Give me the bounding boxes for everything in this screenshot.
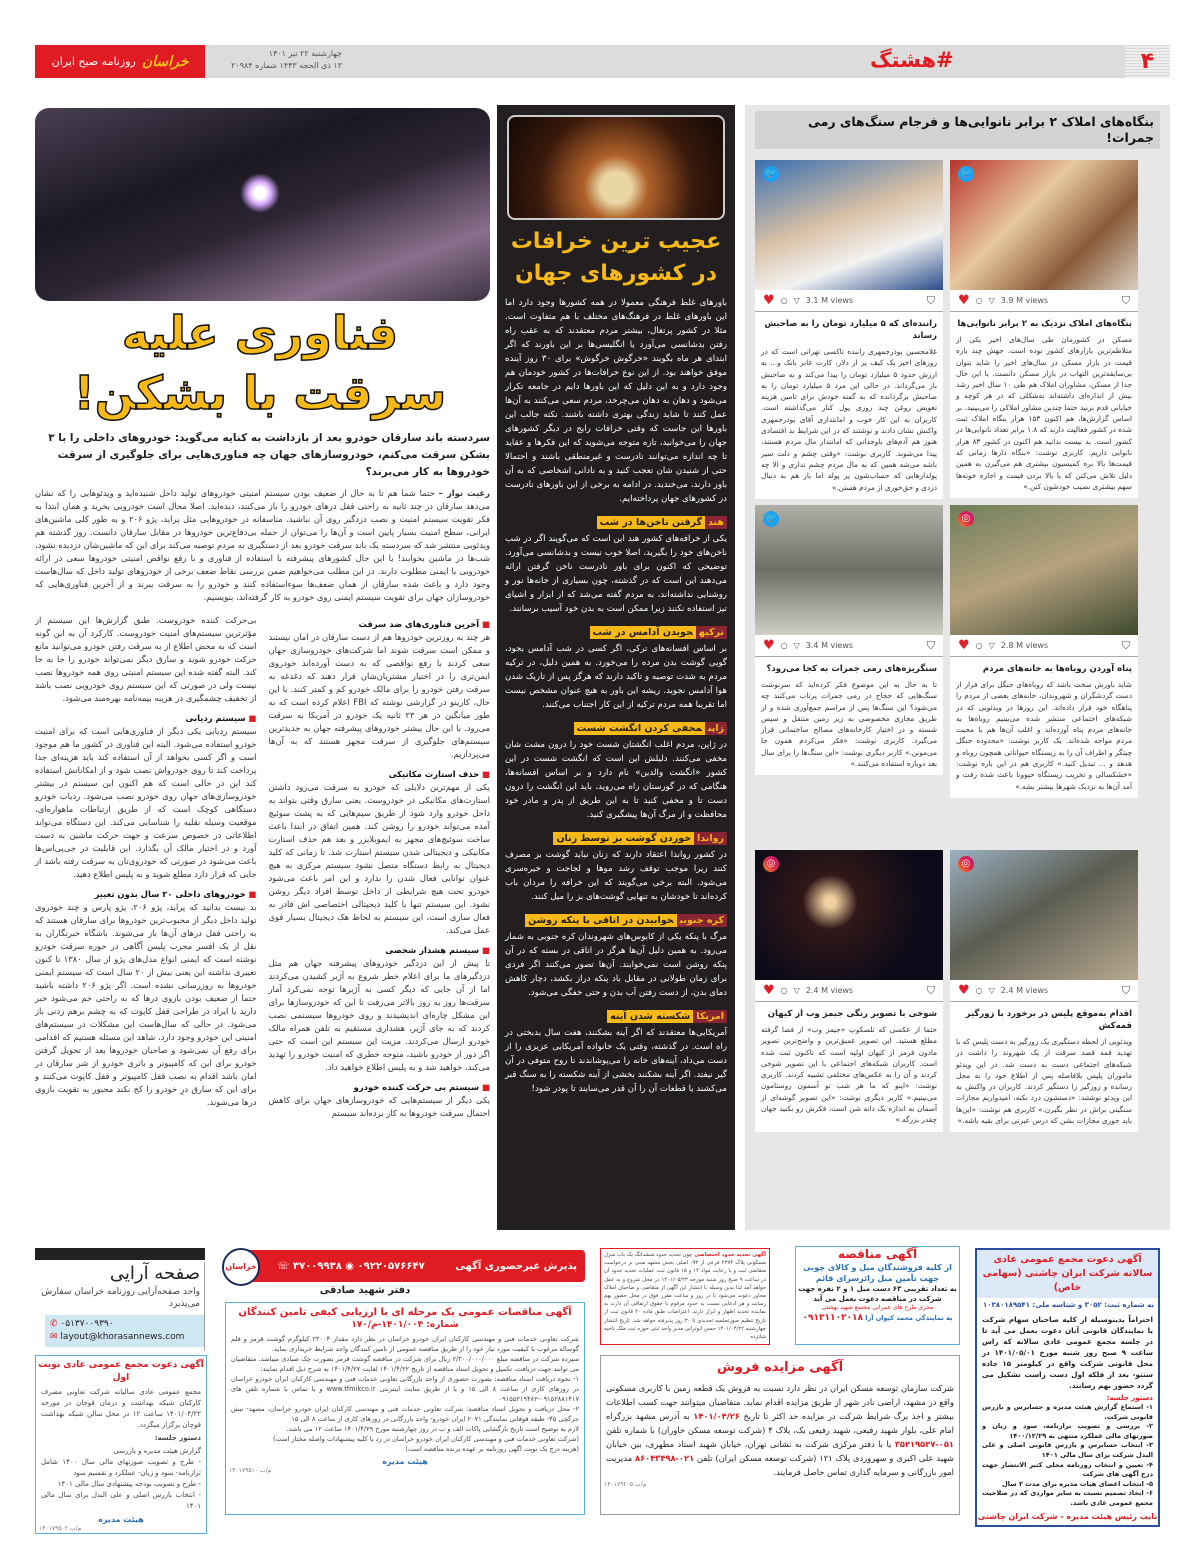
heart-icon[interactable]: ♥ [763, 983, 775, 998]
agenda-item: ۴- تعیین و انتخاب روزنامه محلی کثیر الانتشار جهت درج آگهی های شرکت [982, 1460, 1153, 1479]
headline-line: سرقت با بشکن! [73, 366, 447, 420]
view-count: 2.4 M views [805, 986, 854, 995]
tender-paragraph: (هزینه درج یک نوبت آگهی روزنامه بر عهده برنده مناقصه است) [405, 1445, 579, 1453]
phone-icon: ✆ [50, 1319, 58, 1329]
superstition-tag [553, 832, 727, 846]
view-count: 3.4 M views [805, 641, 854, 650]
tender-ad [225, 1302, 585, 1515]
bookmark-icon[interactable]: ⛉ [926, 983, 935, 997]
agenda-item: ۱- استماع گزارش هیئت مدیره و حسابرس و بازرس قانونی شرکت. [982, 1403, 1153, 1421]
article-columns [35, 614, 490, 1122]
date-line: ۱۳ ذی الحجه ۱۴۴۳ شماره ۲۰۹۸۴ [231, 61, 342, 70]
ad-signature: نایب رئیس هیئت مدیره - شرکت ایران چاشنی [977, 1511, 1158, 1521]
post-title: بنگاه‌های املاک نزدیک به ۲ برابر نانوایی‌ها [957, 319, 1132, 329]
ad-body: احتراماً بدینوسیله از کلیه صاحبان سهام شرکت یا نمایندگان قانونی آنان دعوت بعمل می آید تا در جلسه مجمع عمومی عادی سالانه که راس ساعت ۹ صبح روز شنبه مورخ ۱۴۰۱/۰۵/۰۱ در محل قانونی شرکت واقع در کیلومتر ۱۵ جاده سنتو- بعد از فلکه اول دست راست تشکیل می گردد حضور بهم رسانند. [982, 1315, 1153, 1390]
topic-label: خوردن گوشت بز توسط زنان [553, 832, 694, 845]
agenda-item: ۲- بررسی و تصویب ترازنامه، سود و زیان و صورتهای مالی عملکرد منتهی به ۱۴۰۰/۱۲/۲۹ [982, 1422, 1153, 1440]
paragraph: تا پیش از این دزدگیر خودروهای پیشرفته جهان هم مثل دزدگیرهای ما برای اعلام خطر شروع به آژیر کشیدن می‌کردند اما از آن جایی که دیگر کسی به آژیرها توجه نمی‌کرد آمار سرقت‌ها روز به روز بالاتر می‌رفت تا این که خودروسازها برای این مشکل چاره‌ای اندیشیدند و روی خودروها سیستمی نصب کردند که به جای آژیر، هشداری مستقیم به تلفن همراه مالک خودرو ارسال می‌کردند. مزیت این سیستم این است که حتی اگر دور از خودرو باشید، متوجه خطری که امنیت خودرو را تهدید می‌کند، خواهید شد و به پلیس اطلاع خواهید داد. [268, 958, 490, 1072]
country-label: ترکیه [696, 626, 727, 639]
agenda-label: دستور جلسه: [154, 1434, 201, 1442]
office-name: دفتر شهید صادقی [319, 1285, 411, 1296]
headline-line: در کشورهای جهان [514, 261, 717, 286]
post-stats [950, 980, 1138, 1002]
country-label: امریکا [693, 1010, 727, 1023]
article-intro [35, 487, 490, 604]
article-deck: سردسته باند سارقان خودرو بعد از بازداشت به کنایه می‌گوید: خودروهای داخلی را با ۳ بشکن سرقت می‌کنم، خودروسازهای جهان چه فناوری‌هایی برای جلوگیری از سرقت خودروها به کار می‌برند؟ [48, 432, 490, 478]
superstition-item [505, 1010, 727, 1096]
superstition-item [505, 722, 727, 822]
bookmark-icon[interactable]: ⛉ [926, 638, 935, 652]
post-body: شاید باورش سخت باشد که روباه‌های جنگل برای فرار از دست گردشگران و شهروندان، خانه‌های بعضی از مردم را پناهگاه خود قرار داده‌اند. این روزها در ویدئویی که در شبکه‌های اجتماعی منتشر شده می‌بینیم روباه‌ها به خانه‌های مردم پناه آورده‌اند و اغلب آن‌ها هم با محبت مردم مواجه شده‌اند. یک کاربر نوشت: «محدوده جنگل چیتگر و اطراف آن را به زیستگاه حیواناتی همچون روباه و هدهد و ... تبدیل کنید.» کاربری هم در این باره نوشت: «خشکسالی و تخریب زیستگاه حیوونا باعث شده رفت و آمد آن‌ها به نزدیک شهرها بیشتر بشه.» [956, 680, 1132, 791]
view-count: 2.4 M views [1000, 986, 1049, 995]
post-stats [755, 290, 943, 312]
post-stats [950, 290, 1138, 312]
hashtag-headline: بنگاه‌های املاک ۲ برابر نانوایی‌ها و فرجام سنگ‌های رمی جمرات! [755, 111, 1160, 149]
social-post-card [755, 850, 943, 1132]
heart-icon[interactable]: ♥ [763, 293, 775, 308]
paragraph: یکی از مهم‌ترین دلایلی که خودرو به سرقت می‌رود داشتن استارت‌های مکانیکی در خودروست. یعنی سارق وقتی بتواند به داخل خودرو وارد شود از طریق سیم‌هایی که به پشت سوئیچ آمده می‌تواند خودرو را روشن کند. همین اتفاق در ابتدا باعث ساخت سوئیچ‌های مجهز به ایموبلایزر و بعد هم حذف استارت مکانیکی و دیجیتالی شدن سیستم استارت شد. تا زمانی که کلید دیجیتال به رابط دستگاه متصل نشود سیستم مرکزی به هیچ عنوان توانایی فعال شدن را ندارد و این امر باعث می‌شود خودرو تحت هیچ شرایطی از داخل توسط افراد دیگر روشن نشود. این سیستم تنها با کلید دیجیتالی اختصاصی اش قادر به فعال سازی است، این سیستم به لحاظ هک دیجیتال بسیار قوی عمل می‌کند. [268, 782, 490, 935]
item-text: یکی از خرافه‌های کشور هند این است که می‌گویند اگر در شب ناخن‌های خود را بگیرید، اصلا خوب نیست و بدشانسی می‌آورد. توضیحی که اکنون برای باور نادرست ناخن گرفتن ارائه می‌دهند این است که در گذشته، چون بسیاری از خانه‌ها نور و روشنایی نداشته‌اند، به مردم گفته می‌شد که از ابزار و اشیای تیز استفاده نکنند زیرا ممکن است به بدن خود آسیب برسانند. [505, 534, 727, 614]
ad-title: آگهی مناقصات عمومی یک مرحله ای با ارزیابی کیفی تامین کنندگان [238, 1307, 572, 1318]
share-icon[interactable]: ▽ [988, 986, 995, 995]
ad-phone: ۰۲۱-۸۶۰۴۳۴۹۸ [635, 1453, 695, 1463]
social-post-card [950, 505, 1138, 798]
email-link[interactable]: layout@khorasannews.com [60, 1332, 185, 1342]
khorasan-logo: خراسان [222, 1248, 260, 1286]
post-image [755, 850, 943, 980]
superstitions-content [505, 226, 727, 1096]
date-line: چهارشنبه ۲۲ تیر ۱۴۰۱ [268, 49, 342, 58]
tagline: روزنامه صبح ایران [51, 55, 136, 68]
post-title: اقدام به‌موقع پلیس در برخورد با زورگیر قمه‌کش [965, 1009, 1132, 1031]
contact-numbers: ☏ ۳۷۰۰۹۹۳۸ ◉ ۰۹۲۲۰۵۷۶۶۴۷ [277, 1260, 425, 1272]
tender-number: شماره: ۱۴۰۱/۰۰۴-م/۱۷۰ [351, 1320, 459, 1330]
paragraph: بی‌حرکت کننده خودروست. طبق گزارش‌ها این سیستم از مؤثرترین سیستم‌های امنیت خودروست. کارکرد آن به این گونه است که به محض اطلاع از به سرقت رفتن خودرو می‌توانید مانع حرکت خودرو شوید و سارق دیگر نمی‌تواند خودرو را جا به جا کند. البته گفته شده این سیستم امنیتی روی همه خودروها نصب نیست ولی در صورتی که این سیستم روی خودرویی نصب باشد از تخفیف چشمگیری در هزینه بیمه‌نامه بهره‌مند می‌شود. [35, 615, 257, 703]
ad-note: مجری طرح های عمرانی مجتمع شهید بهشتی [821, 1304, 934, 1311]
crystal-ball-image [507, 115, 725, 220]
paragraph: سیستم ردیابی یکی دیگر از فناوری‌هایی است که برای امنیت خودرو استفاده می‌شود. البته این فناوری در کشور ما هم موجود است و اگر کسی بخواهد از آن استفاده کند باید هزینه‌ای جدا پرداخت کند تا روی خودرواش نصب شود و از امکاناتش استفاده کند این در حالی است که هم اکنون این سیستم در بیشتر خودروسازی‌های جهان روی خودرو نصب می‌شود. ردیاب خودرو دستگاهی کوچک است که از طریق ارتباطات ماهواره‌ای، موقعیت وسیله نقلیه را شناسایی می‌کند. این دستگاه می‌تواند اطلاعاتی در خصوص سرعت و جهت حرکت ماشین به دست آورد و در اختیار مالک آن بگذارد. این قابلیت در جی‌پی‌اس‌ها باعث می‌شود در صورتی که خودروی‌تان به سرقت رفته باشد از جایی که قرار دارد مطلع شوید و به پلیس اطلاع دهید. [35, 726, 257, 879]
agenda-list [36, 1446, 206, 1514]
ad-code: م/ب ۱۴۰۱۷۹۲۰۵ [604, 1481, 647, 1488]
layout-ad-bar [35, 1248, 205, 1260]
agenda-item: ۳- انتخاب حسابرس و بازرس قانونی اصلی و علی البدل شرکت برای سال مالی ۱۴۰۱ [982, 1441, 1153, 1459]
superstition-tag [607, 1010, 727, 1024]
ad-body: به آدرس مشهد بزرگراه امام علی، بلوار شهید رفیعی، شهید رفیعی یک، پلاک ۴ (شرکت توسعه مسکن خاوران) با شماره تلفن [606, 1411, 954, 1435]
jasheni-assembly-ad [975, 1248, 1160, 1527]
agenda-item: گزارش هیئت مدیره و بازرسی [113, 1447, 201, 1455]
issue-date [212, 48, 342, 72]
agenda-list [977, 1403, 1158, 1511]
view-count: 3.9 M views [1000, 296, 1049, 305]
superstition-tag [597, 516, 727, 530]
superstition-item [505, 914, 727, 1000]
twitter-icon: 🐦 [763, 166, 779, 182]
comment-icon[interactable]: ○ [975, 296, 983, 305]
ad-code: م/ب ۱۴۰۱۷۹۵۱۰ [229, 1467, 272, 1474]
post-body: مسکن در کشورمان طی سال‌های اخیر یکی از متلاطم‌ترین بازارهای کشور بوده است. جهش چند باره قیمت در بازار مسکن در سال‌های اخیر را شاید بتوان بی‌سابقه‌ترین التهاب در بازار مسکن دانست. با این حال جدا از مسکن، مشاوران املاک هم طی ۱۰ سال اخیر رشد بیش از اندازه‌ای داشته‌اند به‌شکلی که در هر کوچه و خیابانی قدم بزنید حتما چندین مشاور املاکی را می‌بینید. بر اساس گزارش‌ها، هم اکنون ۱۵۳ هزار بنگاه املاک ثبت شده در کشور فعالیت دارند که ۱.۸ برابر تعداد نانوایی‌ها در کشور است. بد نیست بدانید هم اکنون در کشور ۸۳ هزار نانوایی داریم. کاربری نوشت: «بنگاه دارها زمانی که قیمت‌ها بالا بره کمیسیون بیشتری هم می‌گیرن به همین دلیل تلاش می‌کنن که با بالا بردن قیمت و اجاره خونه‌ها سهم بیشتری نصیب خودشون کنن.» [956, 335, 1132, 491]
main-headline [60, 303, 460, 423]
superstition-item [505, 626, 727, 712]
ad-title: آگهی دعوت مجمع عمومی عادی سالانه شرکت ایران چاشنی (سهامی خاص) [977, 1250, 1158, 1298]
ad-reception-banner [225, 1250, 585, 1282]
registration-info: به شماره ثبت: ۳۰۵۲ و شناسه ملی: ۱۰۳۸۰۱۸۹۵۴۱ [982, 1301, 1154, 1309]
tender-paragraph: سپرده شرکت در مناقصه مبلغ ۲/۳۰۰/۰۰۰/۰۰۰ ریال برای شرکت در مناقصه گوشت قرمز بصورت چک صیادی میباشد. متقاضیان می توانند جهت دریافت، تکمیل و تحویل اسناد مناقصه از تاریخ ۱۴۰۱/۴/۲۲ لغایت ۱۴۰۱/۴/۲۷ به شرح ذیل اقدام نمایند: [231, 1355, 579, 1373]
banner-mobile: ۰۹۲۲۰۵۷۶۶۴۷ [357, 1260, 425, 1272]
post-body: ویدئویی از لحظه دستگیری یک زورگیر به دست پلیس که با تهدید قمه قصد سرقت از یک شهروند را داشت در شبکه‌های اجتماعی دست به دست شد. در این ویدئو ماموران پلیس بلافاصله پس از اطلاع خود را به محل رسانده و زورگیر را دستگیر کردند. کاربران در واکنش به این ویدئو نوشتند: «دستشون درد نکنه، امیدواریم مجازات سنگینی براش در نظر بگیرن.» کاربری هم نوشت: «این‌ها باید جوری مجازات بشن که درس عبرتی برای بقیه باشه.» [956, 1037, 1132, 1126]
ad-title: آگهی تحدید حدود اختصاصی [694, 1252, 766, 1258]
post-title: شوخی با تصویر رنگی جیمز وب از کیهان [767, 1009, 937, 1019]
country-label: هند [705, 516, 727, 529]
post-body: تا به حال به این موضوع فکر کرده‌اید که سرنوشت سنگ‌هایی که حجاج در رمی جمرات پرتاب می‌کنند چه می‌شود؟ این سنگ‌ها پس از مراسم جمع‌آوری شده و از طریق مجاری مخصوصی به زیر زمین منتقل و سپس شسته و در اختیار کارخانه‌های مصالح ساختمانی قرار می‌گیرد. کاربری نوشت: «فکر می‌کردم همون جا می‌مونن.» کاربر دیگری نوشت: «این سنگ‌ها را برای سال بعد دوباره استفاده می‌کنند.» [761, 680, 937, 769]
country-label: ژاپن [705, 722, 727, 735]
ad-title: آگهی مزایده فروش [716, 1360, 844, 1375]
article-content [35, 430, 490, 1122]
assembly-notice-ad [35, 1355, 207, 1534]
post-title: پناه آوردن روباه‌ها به خانه‌های مردم [982, 664, 1132, 674]
share-icon[interactable]: ▽ [793, 986, 800, 995]
ad-phone: ۰۹۱۳۱۱۰۲۰۱۸ [802, 1313, 863, 1323]
superstition-tag [525, 914, 727, 928]
bookmark-icon[interactable]: ⛉ [1121, 983, 1130, 997]
agenda-label: دستور جلسه: [1106, 1394, 1153, 1402]
paragraph: هر چند به روزترین خودروها هم از دست سارقان در امان نیستند و ممکن است سرقت شوند اما شرکت‌های خودروسازی جهان سعی کردند با رفع نواقصی که به دست آورده‌اند خودروی ایمن‌تری را در اختیار مشتریان‌شان قرار دهند که دغدغه به سرقت رفتن خودرو را برای مالک خودرو کم و کمتر کنند. با این حال، کارینو در گزارشی نوشته که FBI اعلام کرده است که به طور میانگین در هر ۲۳ ثانیه یک خودرو در آمریکا به سرقت می‌رود. با این حال بیشتر خودروهای پیشرفته جهان به جدیدترین سیستم‌های جلوگیری از سرقت مجهز هستند که به آن‌ها می‌پردازیم. [268, 632, 491, 759]
heart-icon[interactable]: ♥ [958, 293, 970, 308]
ad-signature: هیئت مدیره [382, 1457, 428, 1466]
ad-subtitle: از کلیه فروشندگان مبل و کالای چوبی جهت تأمین مبل زائرسرای قائم [803, 1263, 952, 1283]
post-stats [755, 980, 943, 1002]
bookmark-icon[interactable]: ⛉ [926, 293, 935, 307]
ad-title: آگهی مناقصه [837, 1247, 918, 1261]
country-label: رواندا [694, 832, 727, 845]
agenda-item: ۵- انتخاب اعضای هیات مدیره برای مدت ۲ سال [1001, 1479, 1153, 1488]
subheading: ■ آخرین فناوری‌های ضد سرقت [269, 618, 491, 631]
heart-icon[interactable]: ♥ [763, 638, 775, 653]
share-icon[interactable]: ▽ [988, 296, 995, 305]
superstition-tag [590, 626, 728, 640]
section-title: #هشتگ [870, 48, 954, 72]
post-body: غلامحسین بوذرجمهری راننده تاکسی تهرانی است که در روزهای اخیر یک کیف پر از دلار، کارت عابر بانک و... به ارزش حدود ۵ میلیارد تومان را پیدا می‌کند و به صاحبش باز می‌گرداند. در حالی این مرد ۵ میلیارد تومان را به صاحبش برگردانده که به گفته خودش برای تامین هزینه تعویض روغن چند روزی پول کنار می‌گذاشته است. کاربران به این کار خوب و امانتداری آقای بوذرجمهری واکنش نشان دادند و نوشتند که در این شرایط بد اقتصادی هنوز هم آدم‌های باوجدانی که امانتدار مال مردم هستند، پیدا می‌شوند. کاربری نوشت: «وقتی چشم و دلت سیر باشه می‌شه همین که به مال مردم چشم نداری و الا چه پولدارهایی که حساب‌شون پر پوله اما باز هم به دنبال دزدی و حق‌خوری از مردم هستن.» [761, 347, 937, 492]
flashlight-glow [240, 173, 280, 213]
item-text: بر اساس افسانه‌های ترکی، اگر کسی در شب آدامس بجود، گویی گوشت بدن مرده را می‌خورد. به همین دلیل، در ترکیه مردم به شدت توصیه و تاکید دارند که هرگز پس از تاریک شدن هوا آدامس نجوید. ریشه این باور به هیچ عنوان مشخص نیست اما تقریبا همه مردم ترکیه از این کار اجتناب می‌کنند. [505, 644, 727, 710]
layout-service-ad [35, 1262, 205, 1350]
tender-paragraph: شرکت تعاونی خدمات فنی و مهندسی کارکنان ایران خودرو خراسان در نظر دارد مقدار ۲۳۰۰۴ کیلوگرم گوشت قرمز و قلم گوساله مرغوب با کیفیت مورد نیاز خود را از طریق مناقصه عمومی از تامین کنندگان واجد شرایط خریداری نماید. [231, 1335, 579, 1353]
ad-phone: ۰۵۱-۳۵۲۱۹۵۲۷ [894, 1439, 954, 1449]
ad-body: مجمع عمومی عادی سالیانه شرکت تعاونی مصرف کارکنان شبکه بهداشت و درمان قوچان در مورخه ۱۴۰۱/۰۴/۲۲ ساعت ۱۲ در محل سالن شبکه بهداشت قوچان برگزار میگردد. [41, 1388, 202, 1429]
ad-body: مدیریت امور بازرگانی و سرمایه گذاری تماس حاصل فرمایند. [606, 1453, 954, 1477]
agenda-item: - طرح و تصویب صورتهای مالی سال ۱۴۰۰ شامل ترازنامه- سود و زیان- عملکرد و تقسیم سود [41, 1458, 201, 1477]
paragraph: بد نیست بدانید که پراید، پژو ۲۰۶، پژو پارس و چند خودروی تولید داخل دیگر از محبوب‌ترین خودروها برای سارقان هستند که به راحتی قفل درهای آن‌ها باز می‌شوند. باشگاه خبرنگاران به نقل از یک افسر مجرب پلیس آگاهی در حوزه سرقت خودرو نوشته است که ایمنی انواع مدل‌های پژو از سال ۱۳۸۰ تا کنون تغییری نداشته این یعنی بیش از ۲۰ سال است که سیستم ایمنی خودروها به روزرسانی نشده است. اگر پژو ۲۰۶ داشته باشید حتما از ضعیف بودن بازوی درها که به راحتی خم می‌شود خبر دارید یا ایراد در طراحی قفل کاپوت که به چشم برهم زدنی باز می‌شود. در حالی که سال‌هاست این مشکلات در سیستم‌های امنیتی این خودرو وجود دارد، شاهد این مسئله هستیم که اقدامی برای رفع آن نمی‌شود و صاحبان خودروها بعد از تحویل گرفتن خودرو برای این که کامپیوتر و باتری خودرو از شر سارقان در امان باشد اقدام به نصب قفل کامپیوتر و قفل کاپوت می‌کنند و برای این که سارق درِ خودرو را کج نکند مجبور به تقویت بازوی درها می‌شوند. [35, 902, 257, 1107]
ad-title: آگهی دعوت مجمع عمومی عادی نوبت اول [38, 1360, 204, 1383]
author-byline: رعیت نواز – [438, 488, 490, 498]
banner-phone: ۳۷۰۰۹۹۳۸ [293, 1260, 342, 1272]
car-thief-image [35, 108, 490, 301]
twitter-icon: 🐦 [958, 166, 974, 182]
subheading: ■ حذف استارت مکانیکی [269, 768, 491, 781]
tender-paragraph: ۱- نحوه دریافت اسناد مناقصه: بصورت حضوری از واحد بازرگانی تعاونی خدمات فنی و مهندسی کارکنان ایران خودرو خراسان در روزهای کاری از ساعت ۸ الی ۱۵ و یا از طریق سایت اینترنتی www.tfmikco.ir و یا تماس با شماره تلفن های ۰۹۱۵۲۸۸۱۴۱۷-۰۹۱۵۵۲۱۹۴۸۲ [231, 1375, 579, 1403]
post-image [950, 160, 1138, 290]
page-number: ۴ [1125, 45, 1170, 78]
header-bar [35, 45, 1170, 78]
post-stats [755, 635, 943, 657]
item-text: در ژاپن، مردم اغلب انگشتان شست خود را درون مشت شان مخفی می‌کنند. دلیلش این است که انگشت شست در این کشور «انگشت والدین» نام دارد و بر اساس افسانه‌ها، هنگامی که در گورستان راه می‌روید، باید این انگشت را درون دست تا و مخفی کنید تا به این طریق از پدر و مادر خود محافظت و از مرگ آن‌ها پیشگیری کنید. [505, 740, 727, 820]
topic-label: جویدن آدامس در شب [590, 626, 696, 639]
superstition-item [505, 516, 727, 616]
banner-label: پذیرش غیرحضوری آگهی [455, 1260, 577, 1272]
intro-text: حتما شما هم تا به حال از ضعیف بودن سیستم امنیتی خودروهای تولید داخل شنیده‌اید و ویدئوهایی را که نشان می‌دهد سارقان در چند ثانیه به راحتی قفل درهای خودرو را باز می‌کنند، دیده‌اید. اصلا محال است خودرویی بخرید و همان ابتدا به فکر تقویت سیستم امنیت و نصب دزدگیر روی آن نباشید. متاسفانه در خودروهایی مثل پراید، پژو ۲۰۶ و به طور کلی ماشین‌های ایرانی، سطح امنیت بسیار پایین است و آن‌ها را می‌توان از جمله بی‌دفاع‌ترین خودروها در مقابل سارقان دانست. روز گذشته هم ویدئویی منتشر شد که سردسته یک باند سرقت خودرو بعد از دستگیری به مردم توصیه می‌کند برای این که ماشین‌شان دزدیده نشود، شب‌ها در ماشین بخوابند! با این حال کشورهای پیشرفته با استفاده از فناوری و با رفع نواقص امنیتی خودروها سعی در ارائه خودرویی با ایمنی مطلوب دارند. در این مطلب می‌خواهیم ضمن بررسی نقاط ضعف برخی از خودروهای تولید داخل که سال‌هاست وجود دارد و باعث شده سارقان از همان ضعف‌ها سوءاستفاده کنند و خودرو را به سرقت ببرند و از آخرین فناوری‌هایی که خودروسازان جهان برای تقویت سیستم ایمنی روی خودرو به کار گرفته‌اند، بنویسیم. [35, 488, 490, 602]
post-stats [950, 635, 1138, 657]
ad-text: واحد صفحه‌آرایی روزنامه خراسان سفارش می‌پذیرد [41, 1287, 200, 1309]
subheading: ■ سیستم هشدار شخصی [269, 944, 491, 957]
contact-box [45, 1315, 204, 1347]
bookmark-icon[interactable]: ⛉ [1121, 638, 1130, 652]
topic-label: مخفی کردن انگشت شست [574, 722, 705, 735]
comment-icon[interactable]: ○ [780, 296, 788, 305]
paragraph: یکی دیگر از سیستم‌هایی که خودروسازهای جهان برای کاهش احتمال سرقت خودروها به کار برده‌اند سیستم [268, 1095, 490, 1118]
view-count: 3.1 M views [805, 296, 854, 305]
comment-icon[interactable]: ○ [975, 986, 983, 995]
representative: به نمایندگی محمد کیوان آرا [865, 1314, 953, 1322]
item-text: در کشور رواندا اعتقاد دارند که زنان نباید گوشت بز مصرف کنند زیرا موجب توقف رشد موها و لجاجت و خیره‌سری می‌شود. البته برخی می‌گویند که این خرافه را مردان باب کرده‌اند تا خودشان به تنهایی گوشت‌های بز را میل کنند. [505, 850, 727, 902]
comment-icon[interactable]: ○ [780, 641, 788, 650]
agenda-item: - طرح و تصویب بودجه پیشنهادی سال مالی ۱۴۰۱ [57, 1480, 201, 1488]
item-text: مرگ با پنکه یکی از کابوس‌های شهروندان کره جنوبی به شمار می‌رود. به همین دلیل آن‌ها هرگز در اتاقی در بسته که در آن پنکه روشن است نمی‌خوابند. آن‌ها تصور می‌کنند اگر فردی برای زمان طولانی در مقابل باد پنکه دراز بکشد، دچار کاهش دمای بدن، از دست رفتن آب بدن و حتی خفگی می‌شود. [505, 932, 727, 998]
headline-line: فناوری علیه [121, 306, 399, 360]
boundary-notice-ad [600, 1248, 770, 1345]
agenda-item: ۶- اتخاذ تصمیم نسبت به سایر مواردی که در صلاحیت مجمع عمومی عادی باشد. [982, 1489, 1153, 1507]
post-body: حتما از عکسی که تلسکوپ «جیمز وب» از فضا گرفته مطلع هستید. این تصویر عمیق‌ترین و واضح‌ترین تصویر مادون قرمز از کیهان اولیه است که تاکنون ثبت شده است. کاربران شبکه‌های اجتماعی با این تصویر شوخی کردند و آن را به عکس‌های مختلفی تشبیه کردند. کاربری نوشت: «اینو که ما هر شب تو آسمون روستامون می‌بینیم.» کاربر دیگری نوشت: «این تصویر گوشه‌ای از آسمان به اندازه یک دانه شن است، فکرش رو بکنید جهان چقدر بزرگه.» [761, 1025, 937, 1125]
heart-icon[interactable]: ♥ [958, 638, 970, 653]
topic-label: گرفتن ناخن‌ها در شب [597, 516, 705, 529]
headline-line: عجیب ترین خرافات [510, 229, 722, 254]
instagram-icon: ◎ [763, 856, 779, 872]
bookmark-icon[interactable]: ⛉ [1121, 293, 1130, 307]
superstitions-headline [505, 226, 727, 290]
subheading: ■ سیستم بی حرکت کننده خودرو [269, 1081, 491, 1094]
social-post-card [755, 505, 943, 775]
mail-icon: ✉ [50, 1332, 58, 1342]
ad-body: شرکت سازمان توسعه مسکن ایران در نظر دارد نسبت به فروش یک قطعه زمین با کاربری مسکونی واقع در مشهد، اراضی نادر شهر از طریق مزایده اقدام نماید. متقاضیان میتوانند جهت کسب اطلاعات بیشتر و اخذ برگ شرایط شرکت در مزایده حد اکثر تا تاریخ [606, 1383, 955, 1421]
phone-number: ۰۵۱۳۷۰۰۹۳۹۰ [60, 1319, 114, 1329]
ad-body: یا با دفتر مرکزی شرکت به نشانی تهران، خیابان شهید استاد مطهری، بین خیابان شهید علی اکبری و سهروردی پلاک ۱۲۱ (شرکت توسعه مسکن ایران) تلفن [606, 1439, 954, 1463]
item-text: آمریکایی‌ها معتقدند که اگر آینه بشکنند، هفت سال بدبختی در راه است. در گذشته، وقتی یک خانواده آمریکایی عزیزی را از دست می‌داد، آینه‌های خانه را می‌پوشاندند تا روح متوفی در آن گیر نیفتد. اگر آینه بشکنند بخشی از آینه شکسته را به سنگ قبر می‌کشند یا قطعات آن را آن قدر می‌سایند تا پودر شود! [505, 1028, 727, 1094]
tender-paragraph: (شرکت تعاونی خدمات فنی و مهندسی کارکنان ایران خودرو خراسان در رد یا کلیه پیشنهادات واصله مختار است) [272, 1435, 579, 1443]
heart-icon[interactable]: ♥ [958, 983, 970, 998]
share-icon[interactable]: ▽ [793, 296, 800, 305]
tender-paragraph: لازم به توضیح است تاریخ بازگشایی پاکات الف و ب در روز چهارشنبه مورخ ۱۴۰۱/۴/۲۹ ساعت ۱۲ می باشد. [286, 1425, 579, 1433]
furniture-tender-ad [795, 1246, 960, 1345]
comment-icon[interactable]: ○ [780, 986, 788, 995]
topic-label: شکسته شدن آینه [607, 1010, 693, 1023]
social-post-card [950, 160, 1138, 498]
subheading: ■ سیستم ردیابی [35, 712, 257, 725]
ad-body [226, 1332, 584, 1456]
ad-body: چون تحدید حدود ششدانگ یک باب منزل مسکونی پلاک ۴۳۷۴ فرعی از ۹۳- اصلی بخش مشهد مبنی بر درخواست متقاضی ثبت و با رعایت مواد ۱۴ و ۱۵ قانون ثبت عملیات تحدید حدود آن در ساعت ۹ صبح روز شنبه مورخه ۱۴۰۱/۰۵/۲۳ در محل شروع و به عمل خواهد آمد لذا بدین وسیله با انتشار این آگهی از متقاضی و صاحبان املاک مجاور دعوت می‌شود تا در روز و ساعت مقرر فوق در محل حضور بهم رسانند و هر ادعایی نسبت به حدود مرقوم یا حقوق ارتفاقی آن دارند به نماینده تحدید اظهار و ابراز دارند. اعتراضات طبق ماده ۲۰ قانون ثبت از تاریخ تنظیم صورتجلسه تحدیدی تا ۳۰ روز پذیرفته خواهد شد. تاریخ انتشار چهارشنبه ۱۴۰۱/۰۴/۲۲ حسن ابوترابی مدیر واحد ثبتی حوزه ثبت ملک ناحیه شانزده [604, 1252, 767, 1341]
post-image [755, 160, 943, 290]
country-label: کره جنوبی [677, 914, 727, 927]
deadline: ۱۴۰۱/۰۴/۲۶ [693, 1411, 740, 1421]
subheading: ■ خودروهای داخلی ۲۰ سال بدون تغییر [35, 888, 257, 901]
comment-icon[interactable]: ○ [975, 641, 983, 650]
post-image [755, 505, 943, 635]
newspaper-logo [35, 45, 205, 78]
social-post-card [950, 850, 1138, 1132]
ad-signature: هیئت مدیره [98, 1515, 144, 1524]
view-count: 2.8 M views [1000, 641, 1049, 650]
superstition-tag [574, 722, 727, 736]
post-image [950, 850, 1138, 980]
post-image [950, 505, 1138, 635]
twitter-icon: 🐦 [763, 511, 779, 527]
superstitions-intro: باورهای غلط فرهنگی معمولا در همه کشورها وجود دارد اما این باورهای غلط در فرهنگ‌های مختلف با هم متفاوت است. مثلا در کشور پرتغال، بیشتر مردم معتقدند که به عقب راه رفتن بدشانسی می‌آورد یا انگلیسی‌ها بر این باورند که اگر ابتدای هر ماه بگویند «خرگوش خرگوش» برای ۳۰ روز آینده موفق خواهند بود. از این نوع خرافات‌ها در کشور خودمان هم وجود دارد و به این دلیل که این باورها دایم در جامعه تکرار می‌شود و دهان به دهان می‌چرخد، مردم سعی می‌کنند به آن‌ها عمل کنند تا شاید زندگی بهتری داشته باشند. نکته جالب این باورها این جاست که وقتی خرافات رایج در دیگر کشورهای جهان را می‌خوانید، تازه متوجه می‌شوید که این فکرها و عقاید تا چه اندازه می‌توانند نادرست و غیرمنطقی باشند و احتمالا حتی از شنیدن شان تعجب کنید و به نادانی اشخاصی که به آن باور دارند، می‌خندید. در ادامه به برخی از این باورهای نادرست در کشورهای جهان پرداخته‌ایم. [505, 298, 727, 504]
social-post-card [755, 160, 943, 499]
share-icon[interactable]: ▽ [793, 641, 800, 650]
topic-label: خوابیدن در اتاقی با پنکه روشن [525, 914, 676, 927]
superstition-item [505, 832, 727, 904]
ad-code: م/ب ۱۴۰۱۷۹۵۰۲ [39, 1525, 82, 1532]
post-title: راننده‌ای که ۵ میلیارد تومان را به صاحبش رساند [764, 319, 937, 341]
post-title: سنگریزه‌های رمی جمرات به کجا می‌رود؟ [766, 664, 937, 674]
instagram-icon: ◎ [958, 511, 974, 527]
tender-paragraph: ۲- محل دریافت و تحویل اسناد مناقصه: شرکت تعاونی خدمات فنی و مهندسی کارکنان ایران خودرو خراسان، مشهد- نبش جرگچی ۴۵- طبقه فوقانی نمایندگی ۲۰۷۱ ایران خودرو- واحد بازرگانی در روزهای کاری از ساعت ۸ الی ۱۵ [231, 1405, 579, 1423]
share-icon[interactable]: ▽ [988, 641, 995, 650]
ad-body: به تعداد تقریبی ۶۳ دست مبل ۱ و ۲ نفره جهت شرکت در مناقصه دعوت بعمل می آید [798, 1285, 957, 1303]
instagram-icon: ◎ [958, 856, 974, 872]
ad-title: صفحه آرایی [109, 1263, 200, 1284]
brand-name: خراسان [141, 53, 189, 70]
agenda-item: - انتخاب بازرس اصلی و علی البدل برای سال مالی ۱۴۰۱ [41, 1491, 201, 1510]
auction-ad [600, 1355, 960, 1515]
